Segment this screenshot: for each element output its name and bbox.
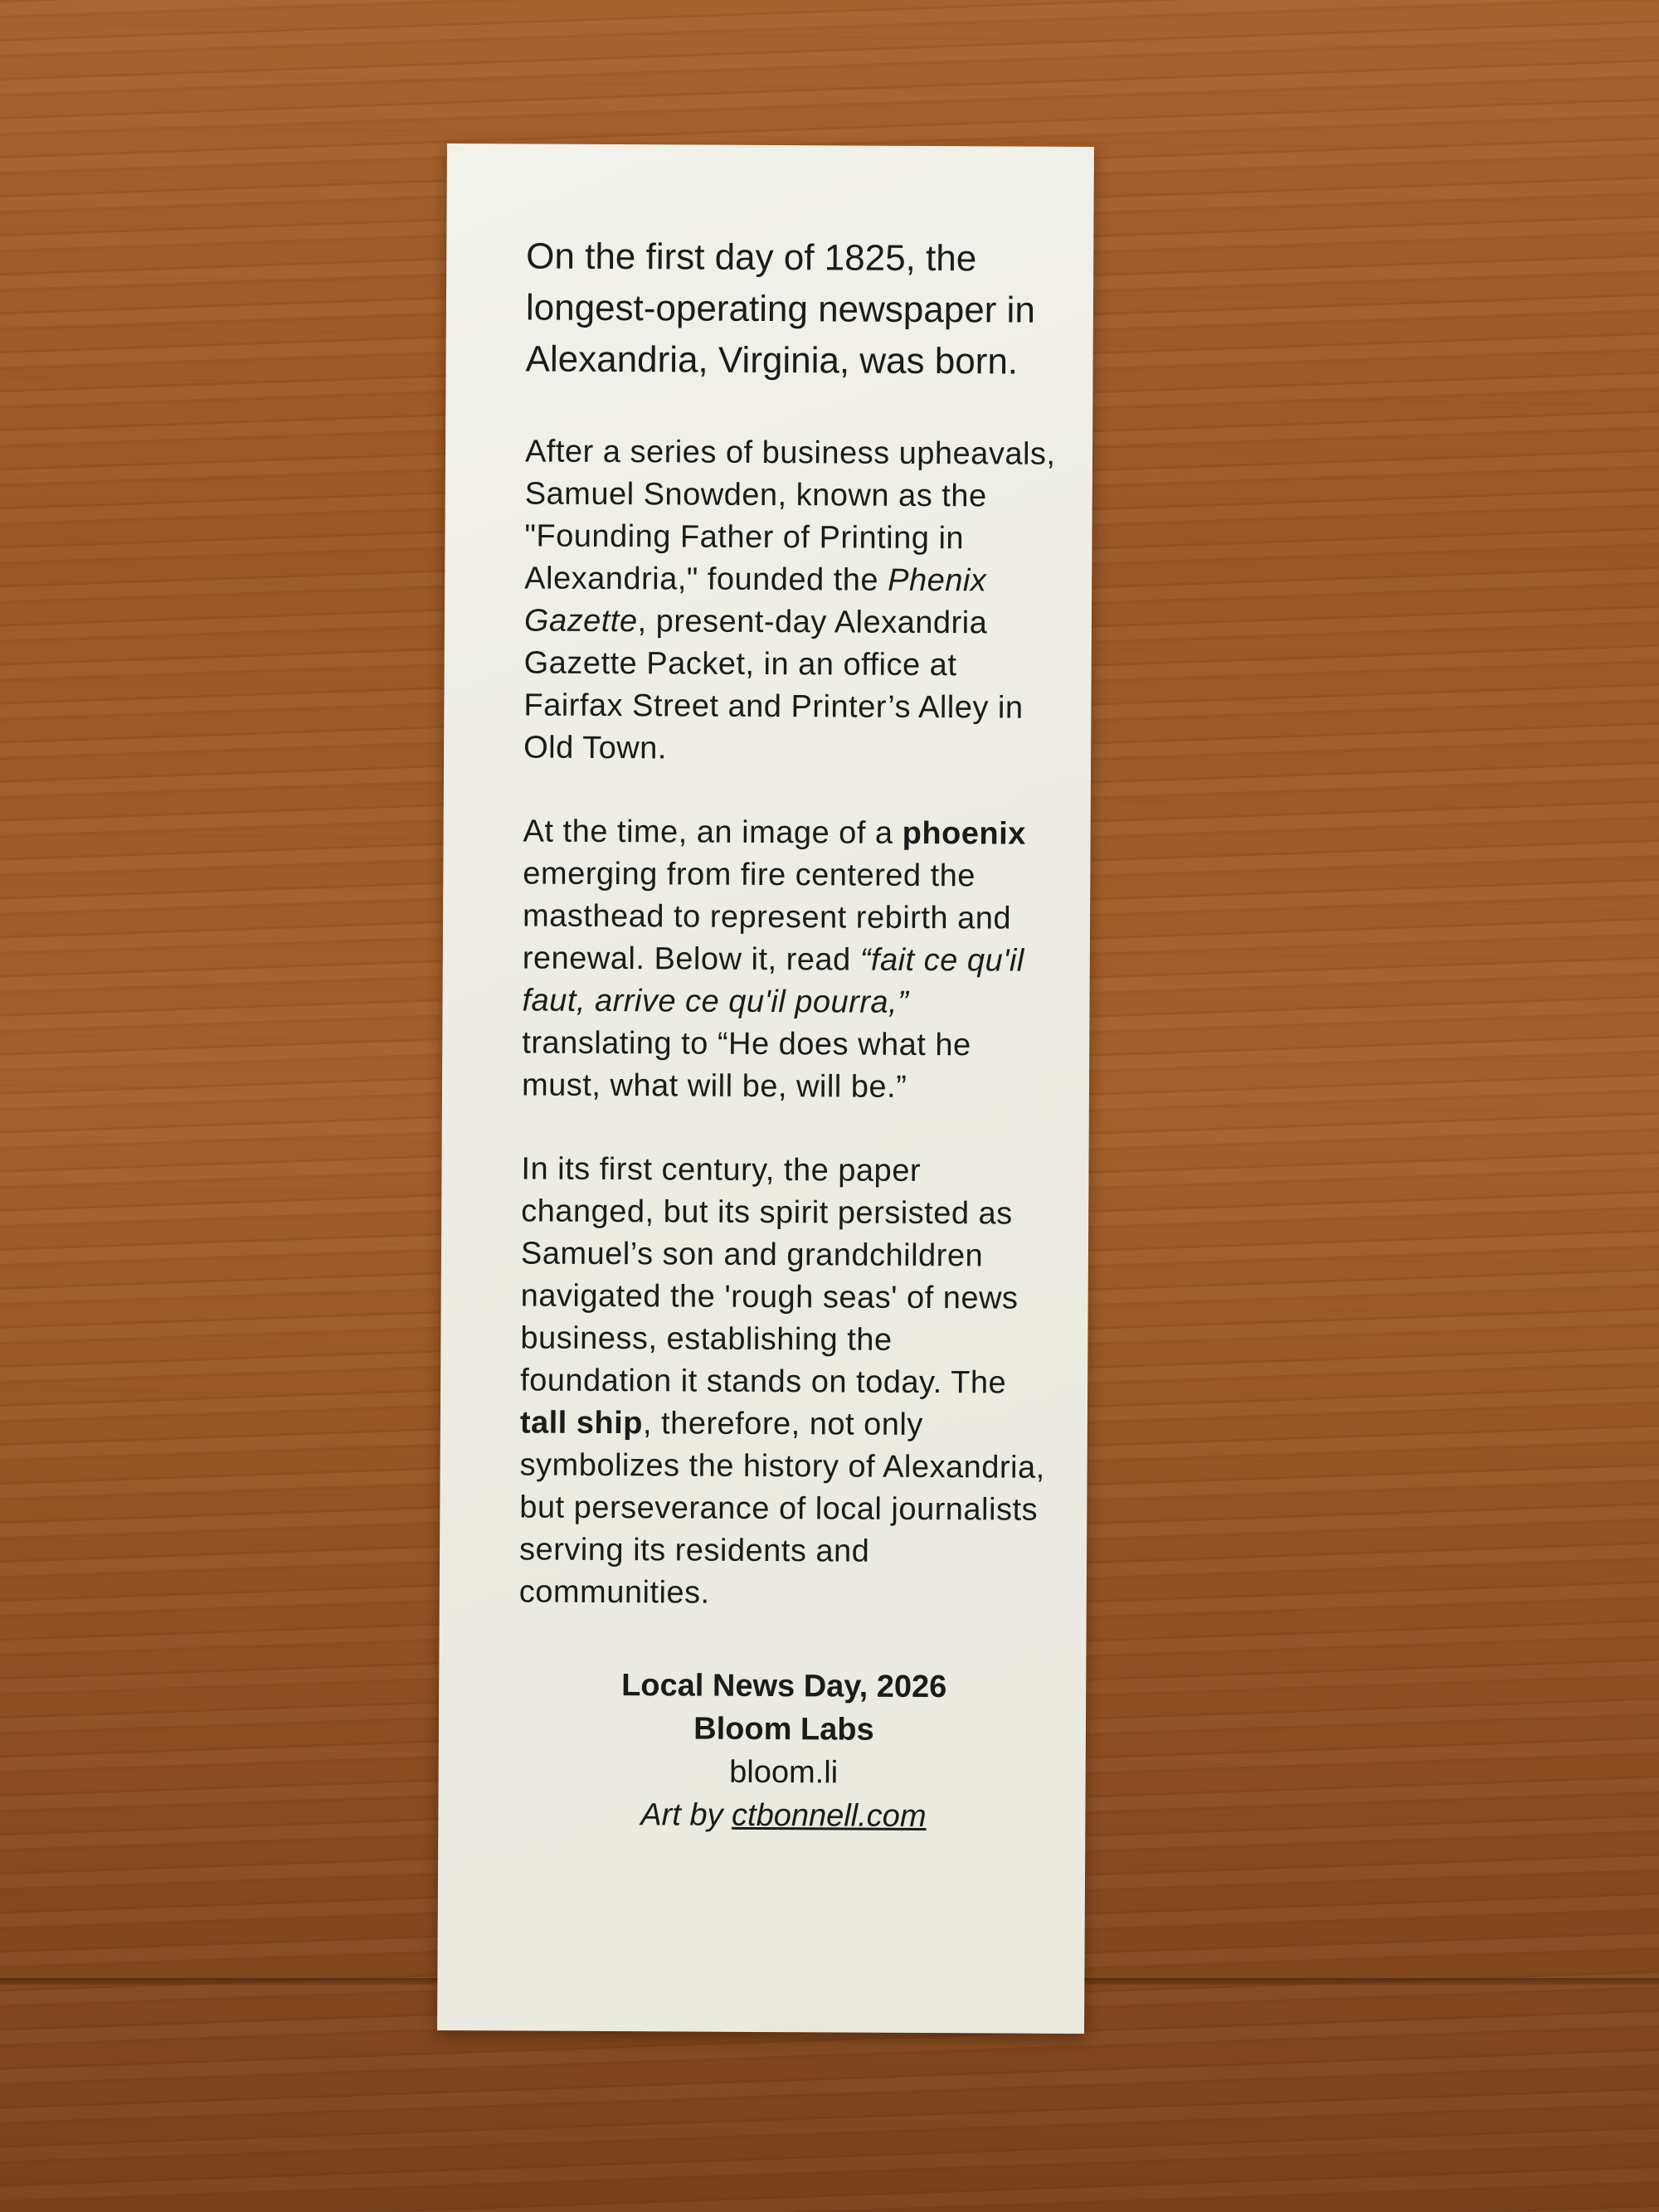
paragraph-masthead [522, 810, 1054, 1109]
paragraph-text: In its first century, the paper changed, but its spirit persisted as Samuel’s son and grandchildren navigated the 'rough seas' of news business, establishing the foundation it stands on today. The [520, 1151, 1019, 1401]
intro-heading: On the first day of 1825, the longest-operating newspaper in Alexandria, Virginia, was born. [525, 236, 1036, 382]
newspaper-name: Phenix Gazette [523, 562, 987, 639]
credit-prefix: Art by [640, 1797, 732, 1833]
paragraph-text: , present-day Alexandria Gazette Packet, in an office at Fairfax Street and Printer’s Alley in Old Town. [523, 604, 1024, 766]
site-line: bloom.li [729, 1754, 839, 1791]
artist-link[interactable]: ctbonnell.com [731, 1797, 927, 1835]
event-line: Local News Day, 2026 [621, 1668, 947, 1705]
phoenix-term: phoenix [902, 815, 1026, 852]
credit-line [518, 1792, 1048, 1838]
paragraph-founding [523, 430, 1056, 771]
motto-quote: “fait ce qu'il faut, arrive ce qu'il pourra,” [522, 942, 1024, 1020]
paragraph-text: At the time, an image of a [523, 814, 902, 851]
org-line: Bloom Labs [693, 1711, 874, 1748]
paragraph-text: , therefore, not only symbolizes the history of Alexandria, but perseverance of local journalists serving its residents and communities. [518, 1406, 1045, 1611]
bookmark-content [518, 231, 1057, 1838]
paragraph-text: translating to “He does what he must, what will be, will be.” [521, 1025, 971, 1105]
paragraph-text: After a series of business upheavals, Samuel Snowden, known as the "Founding Father of Printing in Alexandria," founded the [524, 434, 1056, 598]
paragraph-text: emerging from fire centered the masthead to represent rebirth and renewal. Below it, read [522, 856, 1012, 978]
tall-ship-term: tall ship [519, 1405, 644, 1441]
bookmark-footer [518, 1663, 1049, 1838]
paragraph-history [519, 1148, 1053, 1616]
bookmark-card [437, 143, 1094, 2034]
